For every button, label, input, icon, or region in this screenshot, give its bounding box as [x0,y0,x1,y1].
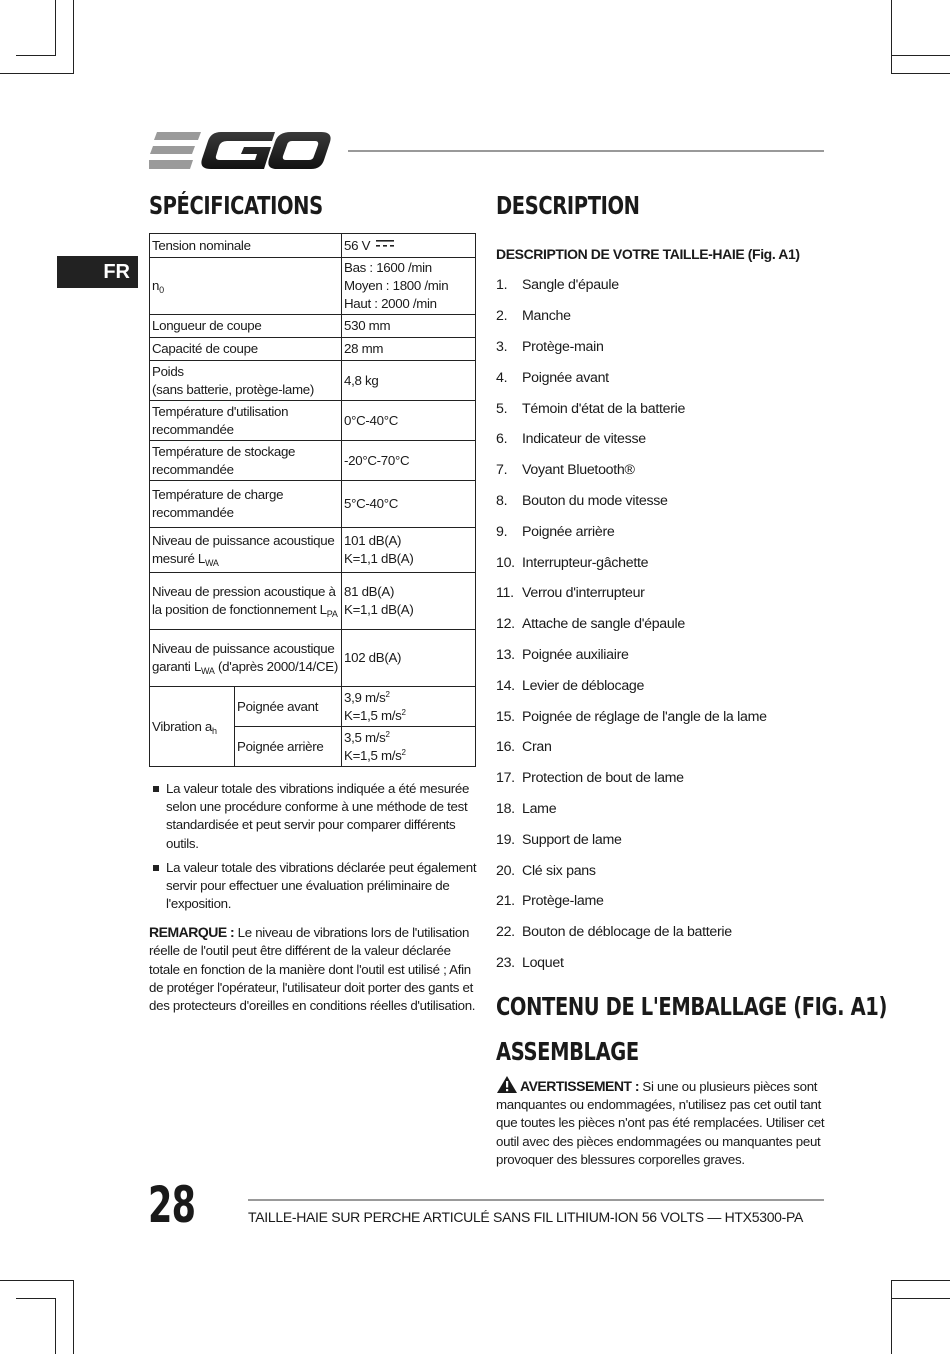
list-item [496,794,767,825]
list-item-number: 2. [496,308,508,325]
list-item-number: 12. [496,616,515,633]
assembly-heading: ASSEMBLAGE [496,1037,639,1066]
spec-value: 0°C-40°C [342,401,476,441]
crop-mark [55,1298,56,1354]
description-heading: DESCRIPTION [496,191,640,220]
spec-value: Bas : 1600 /min Moyen : 1800 /min Haut : 2000 /min [342,258,476,315]
list-item-label: Support de lame [522,831,622,848]
list-item-label: Protection de bout de lame [522,770,684,787]
language-tab: FR [57,256,138,288]
list-item-label: Poignée de réglage de l'angle de la lame [522,708,767,725]
spec-sublabel: Poignée arrière [235,727,342,767]
list-item-label: Indicateur de vitesse [522,431,646,448]
list-item [496,393,767,424]
list-item-number: 10. [496,554,515,571]
spec-label: Température de stockage recommandée [150,441,342,481]
list-item-number: 3. [496,338,508,355]
list-item-label: Attache de sangle d'épaule [522,616,685,633]
spec-label: Niveau de puissance acoustique garanti $L_{WA}$ (d'après 2000/14/CE) [150,630,342,687]
remark-paragraph: REMARQUE : Le niveau de vibrations lors de l'utilisation réelle de l'outil peut être différent de la valeur déclarée totale en fonction de la manière dont l'outil est utilisé ; Afin de protéger l'opérateur, l'utilisateur doit porter des gants et des protecteurs d'oreilles en conditions réelles d'utilisation. [149,924,476,1014]
spec-label: Température d'utilisation recommandée [150,401,342,441]
list-item [496,824,767,855]
specifications-table [149,233,476,767]
spec-label: Niveau de pression acoustique à la position de fonctionnement $L_{PA}$ [150,573,342,630]
crop-mark [16,1298,56,1299]
list-item [496,732,767,763]
crop-mark [73,0,74,74]
page-number: 28 [148,1176,196,1234]
list-item-label: Bouton de déblocage de la batterie [522,924,732,941]
list-item [496,301,767,332]
list-item [496,763,767,794]
list-item [496,886,767,917]
list-item-label: Manche [522,308,571,325]
spec-value: 81 dB(A) K=1,1 dB(A) [342,573,476,630]
list-item-number: 17. [496,770,515,787]
list-item [496,701,767,732]
list-item-number: 16. [496,739,515,756]
list-item [496,455,767,486]
crop-mark [0,1280,74,1281]
spec-value: 28 mm [342,338,476,361]
list-item-number: 13. [496,646,515,663]
list-item [496,609,767,640]
spec-label: Température de charge recommandée [150,481,342,528]
spec-value: 56 V [342,234,476,258]
list-item-number: 7. [496,462,508,479]
list-item [496,948,767,979]
spec-label: Niveau de puissance acoustique mesuré $L_{WA}$ [150,528,342,573]
list-item-label: Voyant Bluetooth® [522,462,635,479]
spec-value: 101 dB(A) K=1,1 dB(A) [342,528,476,573]
list-item-number: 14. [496,677,515,694]
list-item: La valeur totale des vibrations indiquée a été mesurée selon une procédure conforme à une méthode de test standardisée et peut servir pour comparer différents outils. [149,780,479,853]
crop-mark [891,55,950,56]
list-item [496,332,767,363]
dc-symbol-icon [376,239,394,249]
ego-logo [149,130,331,172]
list-item-label: Bouton du mode vitesse [522,492,668,509]
list-item-number: 1. [496,277,508,294]
crop-mark [55,0,56,56]
crop-mark [891,1280,950,1281]
vibration-notes [149,780,479,919]
header-rule [348,150,824,152]
spec-value: 3,9 $m/s^2$ K=1,5 $m/s^2$ [342,687,476,727]
specifications-heading: SPÉCIFICATIONS [149,191,323,220]
list-item-number: 22. [496,924,515,941]
list-item [496,855,767,886]
list-item-number: 8. [496,492,508,509]
list-item-label: Sangle d'épaule [522,277,619,294]
crop-mark [16,55,56,56]
list-item-label: Poignée auxiliaire [522,646,629,663]
crop-mark [0,73,74,74]
list-item [496,547,767,578]
parts-list [496,270,767,978]
bullet-square-icon [153,786,159,792]
spec-label: Longueur de coupe [150,315,342,338]
package-contents-heading: CONTENU DE L'EMBALLAGE (FIG. A1) [496,992,887,1021]
spec-value: 4,8 kg [342,361,476,401]
list-item-label: Protège-main [522,338,604,355]
list-item [496,670,767,701]
list-item-label: Témoin d'état de la batterie [522,400,686,417]
list-item-number: 15. [496,708,515,725]
footer-title: TAILLE-HAIE SUR PERCHE ARTICULÉ SANS FIL LITHIUM-ION 56 VOLTS — HTX5300-PA [248,1209,804,1225]
list-item-label: Cran [522,739,552,756]
spec-label: Poids (sans batterie, protège-lame) [150,361,342,401]
list-item-label: Lame [522,800,557,817]
footer-rule [248,1199,824,1201]
spec-value: 530 mm [342,315,476,338]
list-item [496,578,767,609]
list-item-number: 6. [496,431,508,448]
spec-value: 102 dB(A) [342,630,476,687]
crop-mark [73,1280,74,1354]
spec-value: 5°C-40°C [342,481,476,528]
list-item-label: Verrou d'interrupteur [522,585,645,602]
list-item-label: Clé six pans [522,862,596,879]
list-item-number: 21. [496,893,515,910]
spec-label: Tension nominale [150,234,342,258]
list-item-label: Loquet [522,954,564,971]
description-subheading: DESCRIPTION DE VOTRE TAILLE-HAIE (Fig. A1) [496,246,800,262]
list-item [496,424,767,455]
spec-value: 3,5 $m/s^2$ K=1,5 $m/s^2$ [342,727,476,767]
warning-triangle-icon [496,1075,518,1094]
list-item [496,362,767,393]
crop-mark [891,0,892,74]
list-item [496,917,767,948]
list-item-label: Levier de déblocage [522,677,645,694]
crop-mark [891,73,950,74]
list-item-label: Interrupteur-gâchette [522,554,649,571]
list-item-number: 20. [496,862,515,879]
list-item [496,270,767,301]
list-item-number: 18. [496,800,515,817]
list-item-number: 11. [496,585,514,602]
spec-value: -20°C-70°C [342,441,476,481]
bullet-square-icon [153,865,159,871]
warning-paragraph: AVERTISSEMENT : Si une ou plusieurs pièces sont manquantes ou endommagées, n'utilisez pas cet outil tant que toutes les pièces n'ont pas été remplacées. Utiliser cet outil avec des pièces endommagées ou manquantes peut provoquer des blessures corporelles graves. [496,1075,826,1169]
list-item-number: 19. [496,831,515,848]
spec-label: Capacité de coupe [150,338,342,361]
list-item [496,640,767,671]
list-item-number: 23. [496,954,515,971]
crop-mark [891,1280,892,1354]
list-item-number: 5. [496,400,508,417]
list-item-number: 9. [496,523,508,540]
list-item-number: 4. [496,369,508,386]
list-item-label: Poignée arrière [522,523,615,540]
list-item [496,486,767,517]
spec-label: Vibration $a_h$ [150,687,235,767]
spec-sublabel: Poignée avant [235,687,342,727]
list-item: La valeur totale des vibrations déclarée peut également servir pour effectuer une évaluation préliminaire de l'exposition. [149,859,479,914]
crop-mark [891,1298,950,1299]
list-item-label: Protège-lame [522,893,604,910]
list-item-label: Poignée avant [522,369,609,386]
spec-label: $n_0$ [150,258,342,315]
list-item [496,516,767,547]
